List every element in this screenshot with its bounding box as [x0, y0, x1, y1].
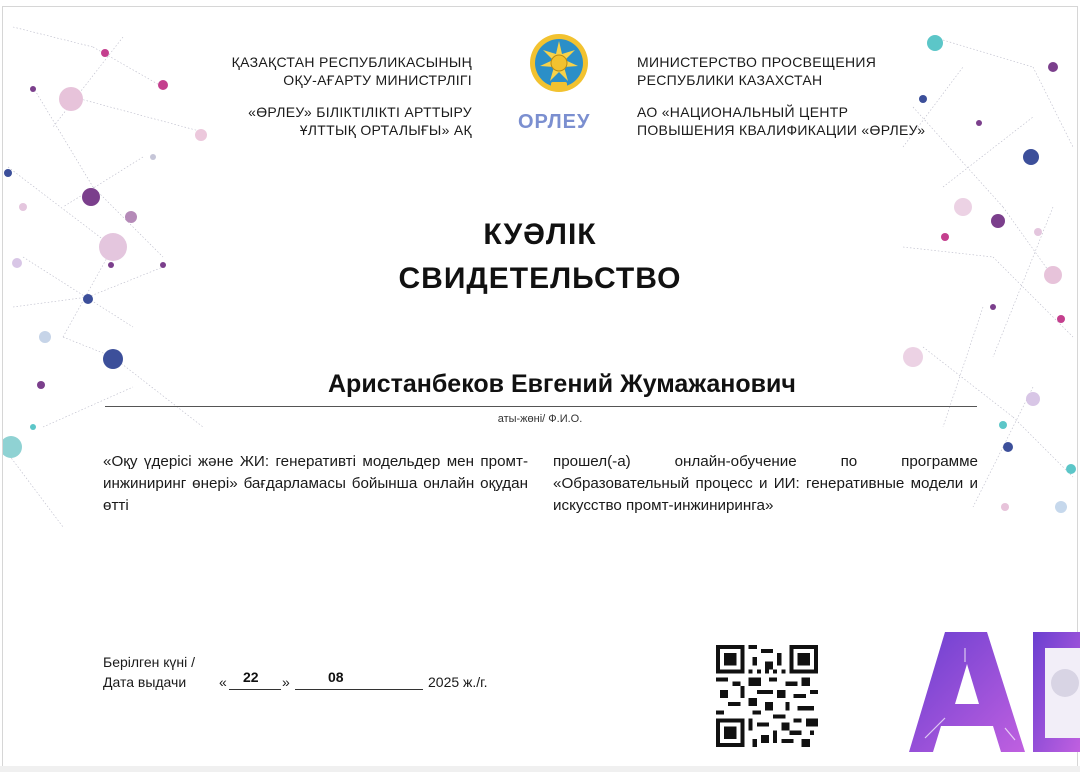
date-close-quote: » — [282, 674, 290, 690]
month-underline — [295, 689, 423, 690]
ministry-ru-block — [637, 53, 876, 89]
title-kazakh: КУӘЛІК — [483, 218, 597, 251]
issue-date-label-kz: Берілген күні / — [103, 654, 195, 670]
kazakhstan-state-emblem-icon — [528, 32, 590, 94]
ministry-kz-block — [232, 53, 472, 89]
ministry-kz-line2: ОҚУ-АҒАРТУ МИНИСТРЛІГІ — [283, 72, 472, 88]
program-text-kazakh: «Оқу үдерісі және ЖИ: генеративті модельдер мен промт-инжиниринг өнері» бағдарламасы бойынша онлайн оқудан өтті — [103, 453, 528, 514]
name-caption: аты-жөні/ Ф.И.О. — [497, 413, 583, 425]
recipient-name: Аристанбеков Евгений Жумажанович — [328, 370, 796, 398]
orleu-ru-line2: ПОВЫШЕНИЯ КВАЛИФИКАЦИИ «ӨРЛЕУ» — [637, 122, 926, 138]
orleu-kz-block — [248, 103, 472, 139]
issue-date-label-ru: Дата выдачи — [103, 674, 187, 690]
page-bottom-edge — [0, 766, 1080, 772]
qr-code-icon — [716, 645, 818, 747]
orleu-kz-line1: «ӨРЛЕУ» БІЛІКТІЛІКТІ АРТТЫРУ — [248, 104, 472, 120]
ministry-kz-line1: ҚАЗАҚСТАН РЕСПУБЛИКАСЫНЫҢ — [231, 54, 472, 70]
title-russian: СВИДЕТЕЛЬСТВО — [398, 262, 682, 295]
issue-day: 22 — [243, 669, 259, 685]
orleu-ru-block — [637, 103, 925, 139]
orleu-ru-line1: АО «НАЦИОНАЛЬНЫЙ ЦЕНТР — [637, 104, 849, 120]
name-underline — [105, 406, 977, 407]
program-text-russian: прошел(-а) онлайн-обучение по программе «Образовательный процесс и ИИ: генеративные модели и искусство промт-инжиниринга» — [553, 453, 978, 514]
day-underline — [229, 689, 281, 690]
issue-month: 08 — [328, 669, 344, 685]
date-open-quote: « — [219, 674, 227, 690]
orleu-kz-line2: ҰЛТТЫҚ ОРТАЛЫҒЫ» АҚ — [299, 122, 472, 138]
ministry-ru-line1: МИНИСТЕРСТВО ПРОСВЕЩЕНИЯ — [637, 54, 877, 70]
issue-year: 2025 ж./г. — [428, 674, 488, 690]
ministry-ru-line2: РЕСПУБЛИКИ КАЗАХСТАН — [637, 72, 823, 88]
orleu-logo: ОРЛЕУ — [518, 111, 591, 133]
ai-logo — [905, 628, 1080, 752]
